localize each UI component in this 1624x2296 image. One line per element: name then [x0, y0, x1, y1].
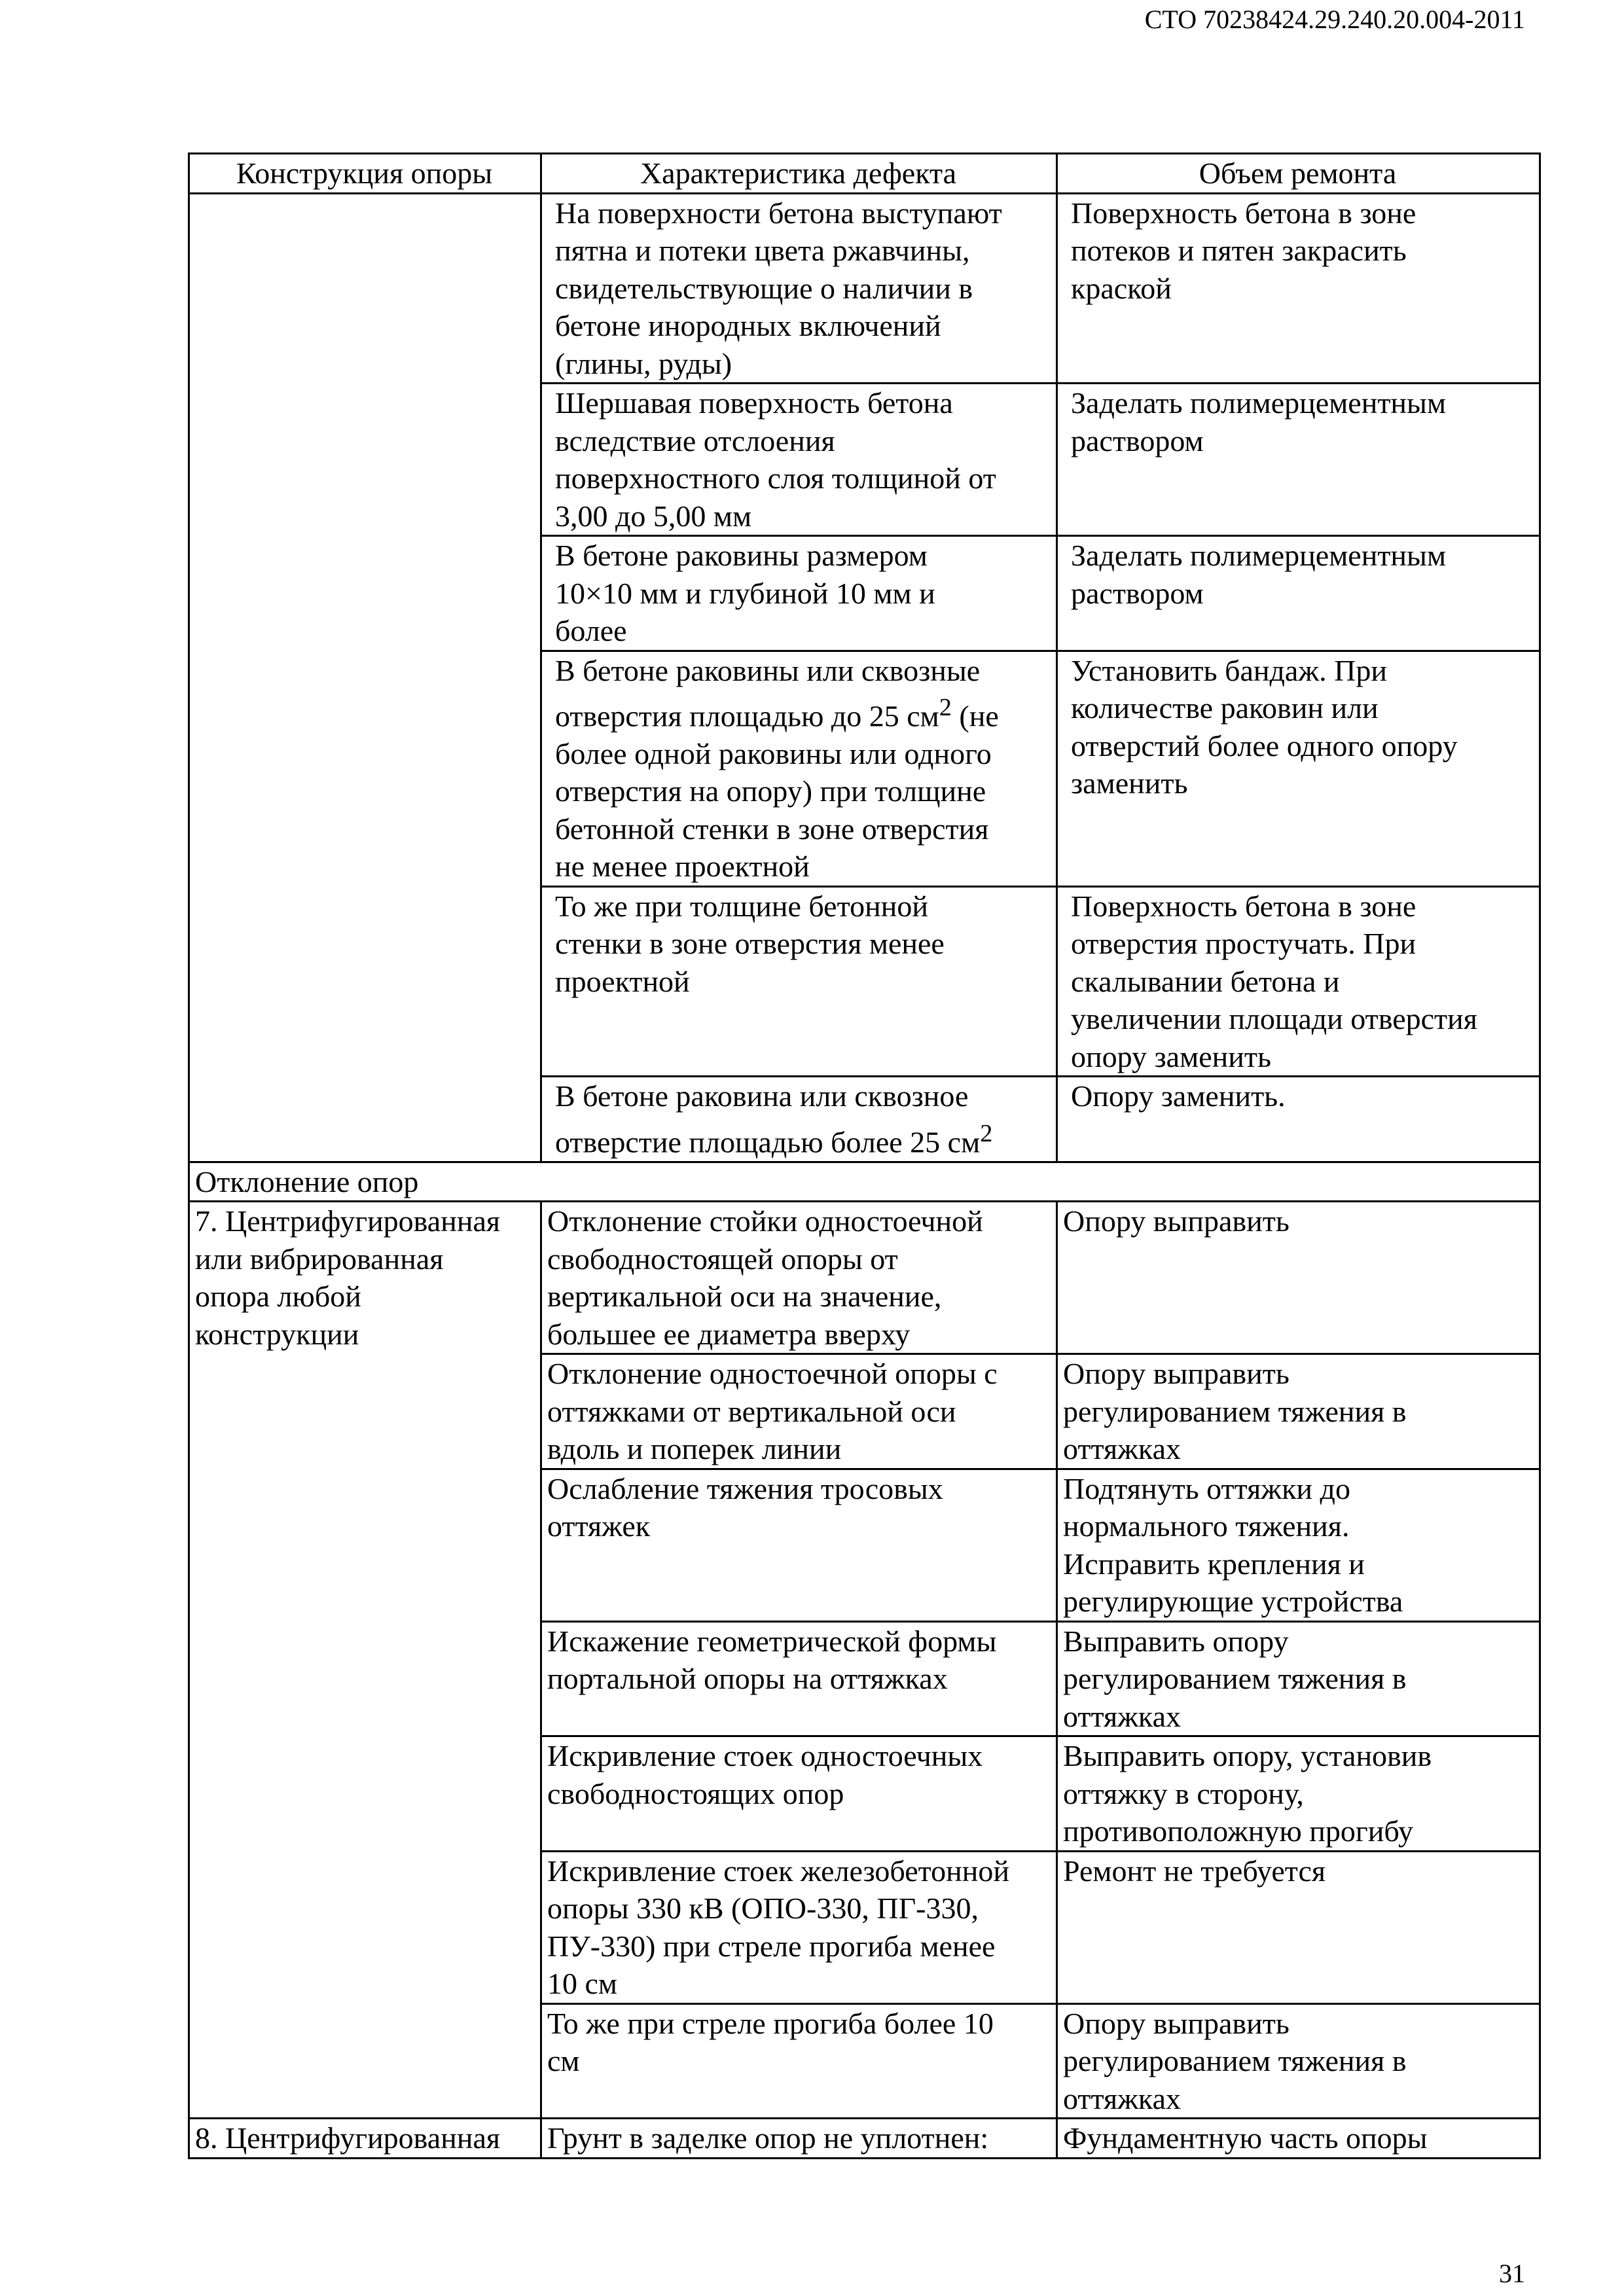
- repair-cell: Фундаментную часть опоры: [1057, 2119, 1540, 2159]
- defect-cell: В бетоне раковина или сквозное отверстие площадью более 25 $см^2$: [541, 1077, 1057, 1162]
- section-label: Отклонение опор: [189, 1162, 1540, 1202]
- repair-cell: Заделать полимерцементным раствором: [1057, 384, 1540, 536]
- table-row: [189, 1202, 1540, 1354]
- repair-cell: Выправить опору, установив оттяжку в сторону, противоположную прогибу: [1057, 1736, 1540, 1852]
- defect-cell: То же при толщине бетонной стенки в зоне отверстия менее проектной: [541, 886, 1057, 1077]
- defect-cell: Отклонение стойки одностоечной свободностоящей опоры от вертикальной оси на значение, большее ее диаметра вверху: [541, 1202, 1057, 1354]
- defect-cell: Искривление стоек железобетонной опоры 330 кВ (ОПО-330, ПГ-330, ПУ-330) при стреле прогиба менее 10 см: [541, 1851, 1057, 2003]
- defect-cell: Искажение геометрической формы портальной опоры на оттяжках: [541, 1621, 1057, 1736]
- table-row: [189, 193, 1540, 384]
- repair-cell: Поверхность бетона в зоне потеков и пятен закрасить краской: [1057, 193, 1540, 384]
- defect-cell: Искривление стоек одностоечных свободностоящих опор: [541, 1736, 1057, 1852]
- section-row: [189, 1162, 1540, 1202]
- repair-cell: Поверхность бетона в зоне отверстия простучать. При скалывании бетона и увеличении площади отверстия опору заменить: [1057, 886, 1540, 1077]
- table-row: [189, 2119, 1540, 2159]
- repair-cell: Опору выправить: [1057, 1202, 1540, 1354]
- repair-cell: Выправить опору регулированием тяжения в оттяжках: [1057, 1621, 1540, 1736]
- construction-cell: 8. Центрифугированная: [189, 2119, 541, 2159]
- repair-cell: Установить бандаж. При количестве раковин или отверстий более одного опору заменить: [1057, 651, 1540, 886]
- document-code: СТО 70238424.29.240.20.004-2011: [1144, 5, 1525, 34]
- defect-cell: В бетоне раковины размером 10×10 мм и глубиной 10 мм и более: [541, 536, 1057, 651]
- column-header-defect: Характеристика дефекта: [541, 154, 1057, 194]
- repair-cell: Заделать полимерцементным раствором: [1057, 536, 1540, 651]
- defect-cell: То же при стреле прогиба более 10 см: [541, 2003, 1057, 2119]
- repair-cell: Опору выправить регулированием тяжения в оттяжках: [1057, 1354, 1540, 1469]
- defect-cell: Грунт в заделке опор не уплотнен:: [541, 2119, 1057, 2159]
- defect-cell: В бетоне раковины или сквозные отверстия площадью до 25 $см^2$ (не более одной раковины или одного отверстия на опору) при толщине бетонной стенки в зоне отверстия не менее проектной: [541, 651, 1057, 886]
- defect-cell: На поверхности бетона выступают пятна и потеки цвета ржавчины, свидетельствующие о наличии в бетоне инородных включений (глины, руды): [541, 193, 1057, 384]
- repair-cell: Ремонт не требуется: [1057, 1851, 1540, 2003]
- column-header-repair: Объем ремонта: [1057, 154, 1540, 194]
- page-number: 31: [1499, 2259, 1525, 2288]
- defect-cell: Шершавая поверхность бетона вследствие отслоения поверхностного слоя толщиной от 3,00 до 5,00 мм: [541, 384, 1057, 536]
- defect-cell: Отклонение одностоечной опоры с оттяжками от вертикальной оси вдоль и поперек линии: [541, 1354, 1057, 1469]
- construction-cell-continued: [189, 193, 541, 1162]
- repair-cell: Опору выправить регулированием тяжения в оттяжках: [1057, 2003, 1540, 2119]
- column-header-construction: Конструкция опоры: [189, 154, 541, 194]
- defect-cell: Ослабление тяжения тросовых оттяжек: [541, 1469, 1057, 1621]
- defects-table: [188, 152, 1541, 2159]
- repair-cell: Опору заменить.: [1057, 1077, 1540, 1162]
- table-header-row: [189, 154, 1540, 194]
- repair-cell: Подтянуть оттяжки до нормального тяжения. Исправить крепления и регулирующие устройства: [1057, 1469, 1540, 1621]
- construction-cell: 7. Центрифугированная или вибрированная опора любой конструкции: [189, 1202, 541, 2119]
